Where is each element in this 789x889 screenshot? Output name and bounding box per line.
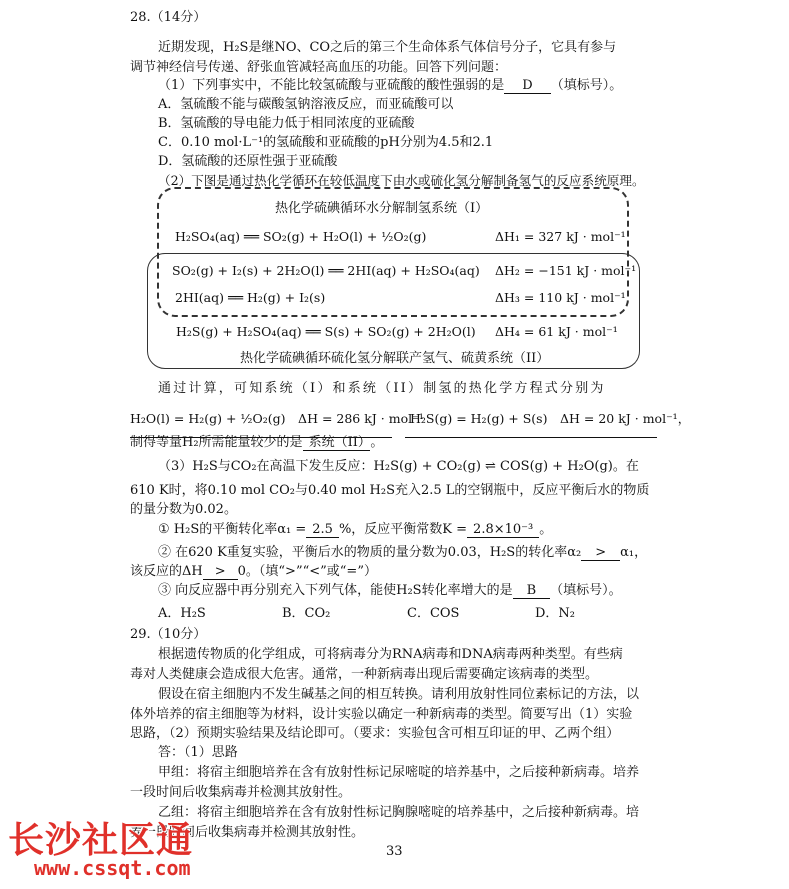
answer-equation-1: H₂O(l) = H₂(g) + ½O₂(g) ΔH = 286 kJ · mol⁻¹ (130, 411, 424, 426)
q29-answer-heading: 答：（1）思路 (158, 745, 238, 760)
q28-intro-line2: 调节神经信号传递、舒张血管减轻高血压的功能。回答下列问题： (130, 60, 508, 75)
sub1-suffix: 。 (539, 522, 553, 537)
q29-line1: 根据遗传物质的化学组成，可将病毒分为RNA病毒和DNA病毒两种类型。有些病 (158, 647, 623, 662)
q28-sub3-option-c: C．COS (407, 606, 460, 621)
q28-part1-suffix: （填标号）。 (550, 78, 623, 93)
system-1-title: 热化学硫碘循环水分解制氢系统（I） (275, 201, 489, 216)
reaction-3: 2HI(aq) ══ H₂(g) + I₂(s) (175, 290, 326, 305)
sub2-answer: > (581, 545, 620, 561)
q29-group-jia-cont: 一段时间后收集病毒并检测其放射性。 (130, 785, 352, 800)
delta-h-1: ΔH₁ = 327 kJ · mol⁻¹ (495, 229, 626, 244)
q28-part3-line1: （3）H₂S与CO₂在高温下发生反应：H₂S(g) + CO₂(g) ⇌ COS(g) + H₂O(g)。在 (158, 459, 639, 474)
q29-header: 29.（10分） (130, 627, 207, 642)
system-2-title: 热化学硫碘循环硫化氢分解联产氢气、硫黄系统（II） (240, 351, 550, 366)
q28-sub3-option-d: D．N₂ (535, 606, 576, 621)
sub2b-prompt: 该反应的ΔH (130, 564, 203, 579)
reaction-1: H₂SO₄(aq) ══ SO₂(g) + H₂O(l) + ½O₂(g) (175, 229, 427, 244)
watermark-url: www.cssqt.com (34, 856, 191, 880)
sub1-answer-alpha: 2.5 (306, 522, 339, 538)
sub1-answer-k: 2.8×10⁻³ (467, 522, 539, 538)
less-energy-answer: 系统（II） (303, 435, 371, 451)
page-number: 33 (386, 844, 403, 859)
less-energy-prompt: 制得等量H₂所需能量较少的是 (130, 435, 303, 450)
q29-line5: 思路，（2）预期实验结果及结论即可。（要求：实验包含可相互印证的甲、乙两个组） (130, 726, 620, 741)
q29-group-yi: 乙组：将宿主细胞培养在含有放射性标记胸腺嘧啶的培养基中，之后接种新病毒。培 (158, 805, 640, 820)
q28-part2: （2）下图是通过热化学循环在较低温度下由水或硫化氢分解制备氢气的反应系统原理。 (158, 173, 645, 188)
delta-h-3: ΔH₃ = 110 kJ · mol⁻¹ (495, 290, 626, 305)
sub3-prompt: ③ 向反应器中再分别充入下列气体，能使H₂S转化率增大的是 (158, 583, 513, 598)
sub1-prompt: ① H₂S的平衡转化率α₁ = (158, 522, 307, 537)
sub2b-suffix: 0。（填“>”“<”或“=”） (237, 564, 377, 579)
q28-option-b: B．氢硫酸的导电能力低于相同浓度的亚硫酸 (158, 116, 415, 131)
q28-option-d: D．氢硫酸的还原性强于亚硫酸 (158, 154, 338, 169)
q29-group-jia: 甲组：将宿主细胞培养在含有放射性标记尿嘧啶的培养基中，之后接种新病毒。培养 (158, 765, 640, 780)
sub3-suffix: （填标号）。 (550, 583, 622, 598)
delta-h-4: ΔH₄ = 61 kJ · mol⁻¹ (495, 324, 618, 339)
q28-intro-line1: 近期发现，H₂S是继NO、CO之后的第三个生命体系气体信号分子，它具有参与 (158, 40, 617, 55)
q28-part3-line2: 610 K时，将0.10 mol CO₂与0.40 mol H₂S充入2.5 L的空钢瓶中，反应平衡后水的物质 (130, 483, 650, 498)
q28-part3-line3: 的量分数为0.02。 (130, 502, 237, 517)
q29-line3: 假设在宿主细胞内不发生碱基之间的相互转换。请利用放射性同位素标记的方法，以 (158, 687, 640, 702)
q28-sub2b (130, 563, 377, 581)
reaction-4: H₂S(g) + H₂SO₄(aq) ══ S(s) + SO₂(g) + 2H₂O(l) (176, 324, 476, 339)
q29-line2: 毒对人类健康会造成很大危害。通常，一种新病毒出现后需要确定该病毒的类型。 (130, 667, 599, 682)
q28-option-c: C．0.10 mol·L⁻¹的氢硫酸和亚硫酸的pH分别为4.5和2.1 (158, 135, 494, 150)
q29-group-yi-cont: 养一段时间后收集病毒并检测其放射性。 (130, 825, 365, 840)
q28-sub3 (158, 582, 622, 600)
less-energy-suffix: 。 (370, 435, 384, 450)
delta-h-2: ΔH₂ = −151 kJ · mol⁻¹ (495, 263, 637, 278)
sub2-prompt: ② 在620 K重复实验，平衡后水的物质的量分数为0.03，H₂S的转化率α₂ (158, 545, 582, 560)
sub1-mid: %，反应平衡常数K = (338, 522, 468, 537)
q29-line4: 体外培养的宿主细胞等为材料，设计实验以确定一种新病毒的类型。简要写出（1）实验 (130, 707, 633, 722)
q28-sub3-option-b: B．CO₂ (282, 606, 331, 621)
q28-part1-answer: D (504, 78, 550, 94)
q28-less-energy (130, 434, 383, 452)
q28-calc-line: 通过计算，可知系统（I）和系统（II）制氢的热化学方程式分别为 (158, 381, 606, 396)
q28-sub3-option-a: A．H₂S (158, 606, 206, 621)
q28-header: 28.（14分） (130, 10, 207, 25)
watermark-logo: 长沙社区通 (8, 820, 194, 861)
q28-part1 (158, 77, 622, 95)
sub3-answer: B (513, 583, 551, 599)
answer-equation-2: H₂S(g) = H₂(g) + S(s) ΔH = 20 kJ · mol⁻¹， (410, 411, 691, 426)
q28-sub2 (158, 544, 647, 562)
sub2-suffix: α₁， (620, 545, 648, 560)
q28-option-a: A．氢硫酸不能与碳酸氢钠溶液反应，而亚硫酸可以 (158, 97, 454, 112)
q28-sub1 (158, 521, 552, 539)
reaction-2: SO₂(g) + I₂(s) + 2H₂O(l) ══ 2HI(aq) + H₂SO₄(aq) (172, 263, 480, 278)
answer-line-2 (405, 437, 657, 438)
q28-part1-prompt: （1）下列事实中，不能比较氢硫酸与亚硫酸的酸性强弱的是 (158, 78, 505, 93)
sub2b-answer: > (203, 564, 238, 580)
